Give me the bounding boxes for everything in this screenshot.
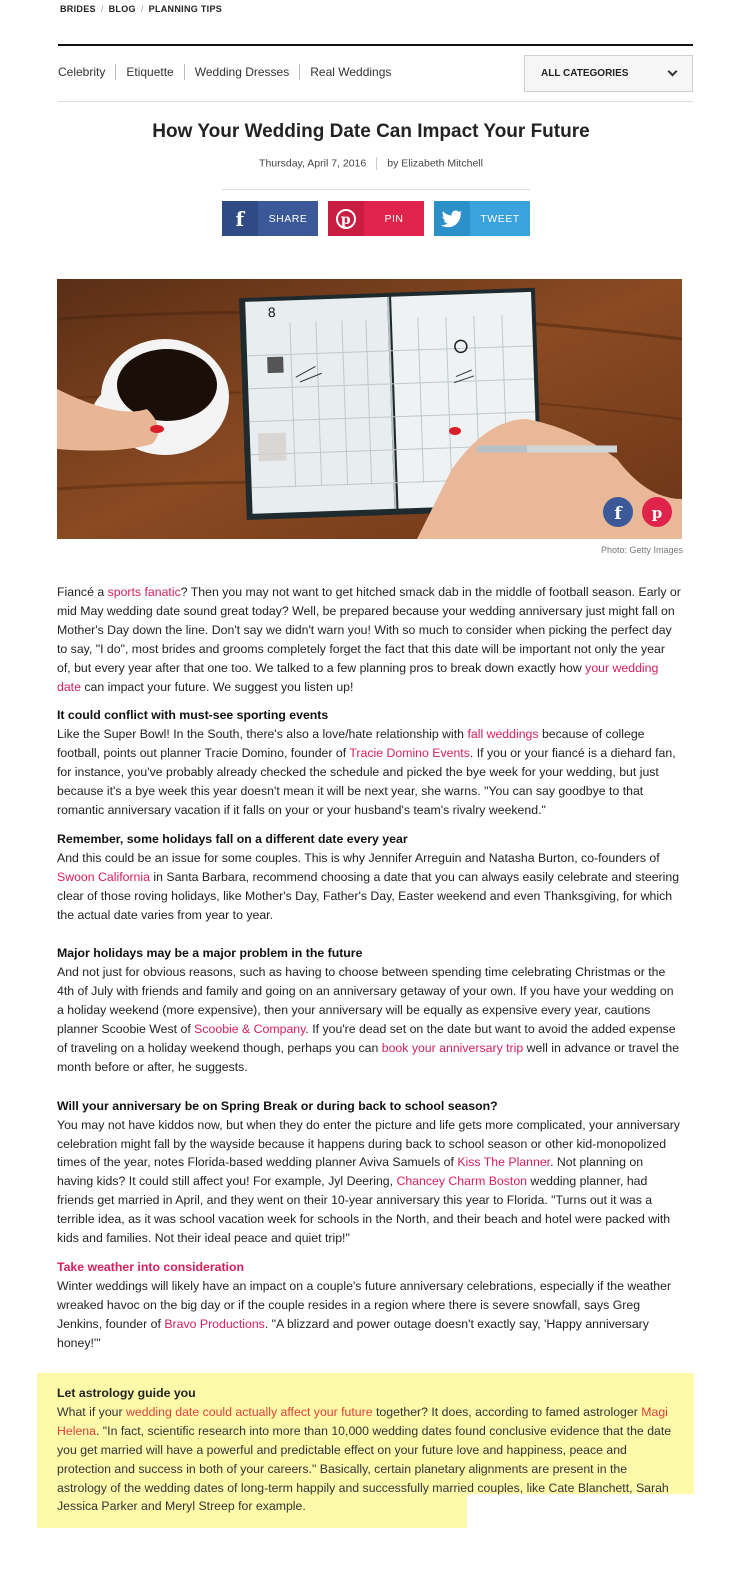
- photo-credit: Photo: Getty Images: [600, 545, 683, 555]
- section-heading: Major holidays may be a major problem in the future: [57, 946, 363, 961]
- link-sports-fanatic[interactable]: sports fanatic: [107, 585, 181, 599]
- text: because of college football, points out planner Tracie Domino, founder of: [57, 727, 645, 761]
- article-author: by Elizabeth Mitchell: [387, 157, 483, 170]
- text: And not just for obvious reasons, such as having to choose between spending time celebrating Christmas or the 4th of July with friends and family and going on an anniversary getaway of your own. If you have your wedding on a holiday weekend (more expensive), then your anniversary will be equally as expensive every year, cautions planner Scoobie West of: [57, 965, 674, 1037]
- article-date: Thursday, April 7, 2016: [259, 157, 367, 170]
- breadcrumb-blog[interactable]: BLOG: [108, 4, 136, 14]
- section-heading: Remember, some holidays fall on a different date every year: [57, 831, 408, 846]
- pinterest-pin-label: PIN: [384, 212, 404, 225]
- article-meta: [0, 157, 742, 170]
- section-heading: It could conflict with must-see sporting events: [57, 708, 329, 723]
- section-spring-break: [57, 1097, 682, 1248]
- link-bravo-productions[interactable]: Bravo Productions: [164, 1316, 265, 1331]
- nav-divider: [58, 101, 693, 102]
- facebook-icon: f: [222, 201, 258, 236]
- top-divider: [58, 44, 693, 46]
- highlighted-astrology-section: [37, 1373, 694, 1528]
- text: . If you or your fiancé is a diehard fan, for instance, you've probably already checked the schedule and picked the bye week for your wedding, but just because it's a bye week this year doesn't mean it will be next year, she warns. "You can say goodbye to that romantic anniversary vacation if it falls on your or your husband's team's rivalry weekend.": [57, 746, 676, 817]
- twitter-tweet-label: TWEET: [480, 212, 520, 225]
- section-heading: Let astrology guide you: [57, 1386, 196, 1400]
- breadcrumb-planning-tips[interactable]: PLANNING TIPS: [148, 4, 223, 14]
- section-heading: Will your anniversary be on Spring Break or during back to school season?: [57, 1098, 498, 1113]
- link-wedding-date-affect-future[interactable]: wedding date could actually affect your future: [126, 1404, 373, 1419]
- text: can impact your future. We suggest you listen up!: [80, 679, 354, 694]
- section-sporting-events: [57, 706, 682, 819]
- breadcrumb-brides[interactable]: BRIDES: [60, 4, 96, 14]
- pinterest-icon: [328, 201, 364, 236]
- link-your-wedding-date[interactable]: your wedding date: [57, 660, 659, 694]
- section-heading: Take weather into consideration: [57, 1260, 244, 1274]
- svg-text:8: 8: [267, 305, 277, 322]
- nav-wedding-dresses[interactable]: Wedding Dresses: [184, 64, 300, 80]
- link-fall-weddings[interactable]: fall weddings: [467, 727, 539, 742]
- text: together? It does, according to famed astrologer: [372, 1404, 642, 1419]
- facebook-share-button[interactable]: [222, 201, 318, 236]
- svg-text:p: p: [651, 504, 663, 522]
- nav-celebrity[interactable]: Celebrity: [58, 65, 106, 79]
- meta-divider-line: [222, 189, 530, 190]
- text: Fiancé a: [57, 585, 108, 599]
- text: . "In fact, scientific research into more than 10,000 wedding dates found conclusive evidence that the date you get married will have a powerful and predictable effect on your future love and happiness, peace and protection and success in both of your careers." Basically, certain planetary alignments are present in the astrology of the wedding dates of long-term happily and successfully married couples, like Cate Blanchett, Sarah Jessica Parker and Meryl Streep for example.: [57, 1423, 672, 1514]
- section-major-holidays: [57, 944, 682, 1076]
- text: well in advance or travel the month before or after, he suggests.: [57, 1040, 680, 1074]
- page-title: How Your Wedding Date Can Impact Your Future: [152, 121, 590, 142]
- hero-pinterest-icon: [642, 497, 672, 527]
- chevron-down-icon: [668, 67, 678, 77]
- twitter-icon: [434, 201, 470, 236]
- text: in Santa Barbara, recommend choosing a date that you can always easily celebrate and steering clear of those roving holidays, like Mother's Day, Father's Day, Easter weekend and even Thanksgiving, for which the actual date varies from year to year.: [57, 869, 680, 922]
- twitter-tweet-button[interactable]: [434, 201, 530, 236]
- nav-etiquette[interactable]: Etiquette: [115, 64, 183, 80]
- text: ? Then you may not want to get hitched smack dab in the middle of football season. Early or mid May wedding date sound great today? Well, be prepared because your wedding anniversary just might fall on Mother's Day down the line. Don't say we didn't warn you! With so much to consider when picking the perfect day to say, "I do", most brides and grooms completely forget the fact that this date will be important not only the year of, but every year after that one too. We talked to a few planning pros to break down exactly how: [57, 585, 681, 675]
- intro-paragraph: [57, 583, 682, 696]
- section-holidays-dates: [57, 830, 682, 925]
- link-kiss-the-planner[interactable]: Kiss The Planner: [457, 1155, 551, 1170]
- svg-text:p: p: [340, 211, 352, 228]
- text: Winter weddings will likely have an impact on a couple's future anniversary celebrations, especially if the weather wreaked havoc on the big day or if the couple resides in a region where there is severe snowfall, says Greg Jenkins, founder of: [57, 1278, 672, 1331]
- all-categories-label: ALL CATEGORIES: [541, 68, 629, 79]
- hero-image: [57, 279, 682, 539]
- category-nav: [58, 64, 401, 80]
- breadcrumb: [60, 4, 222, 14]
- facebook-share-label: SHARE: [268, 212, 308, 225]
- article-body: [57, 583, 682, 1363]
- link-tracie-domino-events[interactable]: Tracie Domino Events: [349, 746, 470, 761]
- breadcrumb-separator: /: [140, 4, 144, 14]
- breadcrumb-separator: /: [100, 4, 104, 14]
- text: And this could be an issue for some couples. This is why Jennifer Arreguin and Natasha Burton, co-founders of: [57, 850, 660, 865]
- text: wedding planner, had friends get married in April, and they went on their 10-year anniversary this year to Florida. "Turns out it was a terrible idea, as it was school vacation week for schools in the North, and their beach and hotel were packed with kids and families. Not their ideal peace and quiet trip!": [57, 1174, 671, 1246]
- link-book-anniversary-trip[interactable]: book your anniversary trip: [381, 1040, 524, 1055]
- text: . Not planning on having kids? It could still affect you! For example, Jyl Deering,: [57, 1155, 644, 1189]
- hero-facebook-icon: [603, 497, 633, 527]
- pinterest-pin-button[interactable]: [328, 201, 424, 236]
- text: What if your: [57, 1404, 127, 1419]
- link-chancey-charm-boston[interactable]: Chancey Charm Boston: [396, 1174, 528, 1189]
- meta-divider: [376, 157, 377, 170]
- link-magi-helena[interactable]: Magi Helena: [57, 1404, 668, 1438]
- link-scoobie-company[interactable]: Scoobie & Company: [194, 1022, 306, 1037]
- all-categories-dropdown[interactable]: [524, 55, 693, 92]
- text: You may not have kiddos now, but when they do enter the picture and life gets more complicated, your anniversary celebration might fall by the wayside because it happens during back to school season or other kid-monopolized times of the year, notes Florida-based wedding planner Aviva Samuels of: [57, 1117, 680, 1170]
- link-swoon-california[interactable]: Swoon California: [57, 869, 150, 884]
- section-weather: [57, 1258, 682, 1353]
- text: Like the Super Bowl! In the South, there's also a love/hate relationship with: [57, 727, 468, 742]
- text: . If you're dead set on the date but want to avoid the added expense of traveling on a holiday weekend though, perhaps you can: [57, 1022, 676, 1055]
- nav-real-weddings[interactable]: Real Weddings: [299, 64, 401, 80]
- svg-text:f: f: [614, 504, 622, 524]
- text: . "A blizzard and power outage doesn't exactly say, 'Happy anniversary honey!'": [57, 1316, 649, 1350]
